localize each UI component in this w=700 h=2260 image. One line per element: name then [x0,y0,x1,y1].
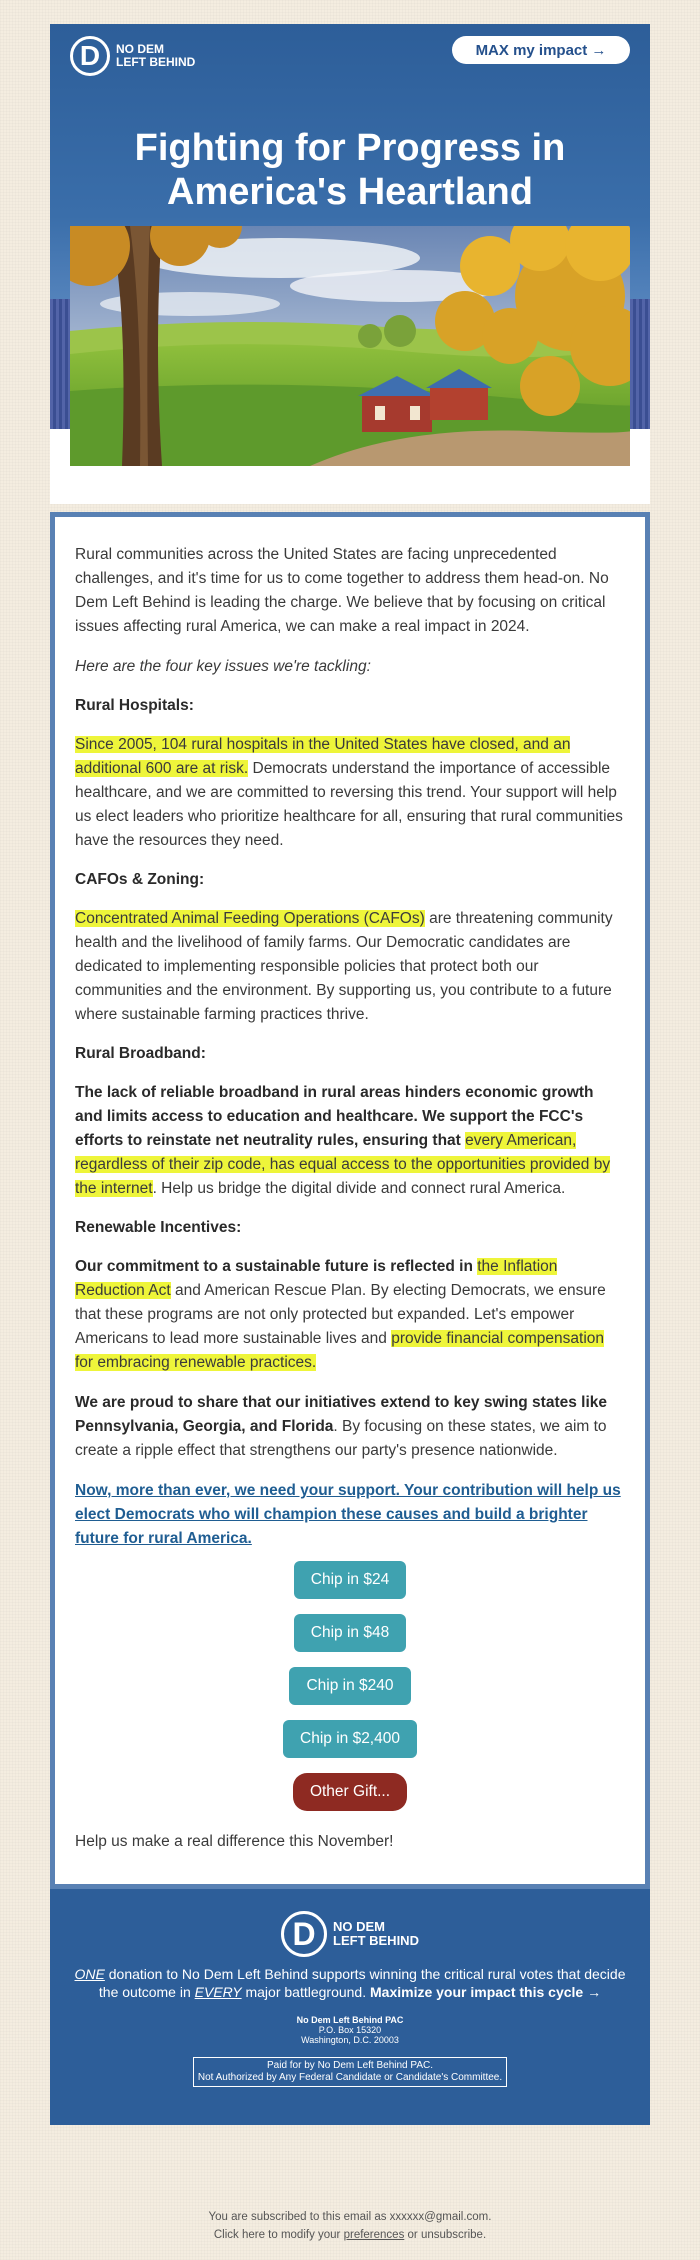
intro-paragraph: Rural communities across the United States are facing unprecedented challenges, and it's time for us to come together to address them head-on. No Dem Left Behind is leading the charge. We believe that by focusing on critical issues affecting rural America, we can make a real impact in 2024. [75,546,609,635]
renewable-highlight-2: provide financial compensation for embracing renewable practices. [75,1330,605,1371]
footer-logo-text [333,1920,419,1948]
broadband-bold: The lack of reliable broadband in rural areas hinders economic growth and limits access to education and healthcare. We support the FCC's efforts to reinstate net neutrality rules, ensuring that [75,1084,594,1149]
swing-states-paragraph [75,1391,625,1463]
footer-logo-line-1: NO DEM [333,1919,386,1934]
renewable-bold: Our commitment to a sustainable future is reflected in [75,1258,478,1275]
subscription-email-line: You are subscribed to this email as xxxxxx@gmail.com. [208,2211,492,2223]
footer-every: EVERY [194,1984,242,2000]
unsubscribe-text[interactable]: or unsubscribe. [404,2229,487,2241]
logo-line-2: LEFT BEHIND [116,55,196,69]
header-banner [50,24,650,504]
email-container [50,24,650,2125]
subscription-notice [0,2208,700,2244]
chip-in-2400-button[interactable]: Chip in $2,400 [283,1720,417,1758]
footer [50,1889,650,2125]
headline-line-2: America's Heartland [167,171,533,213]
footer-address [70,2015,630,2045]
footer-logo-line-2: LEFT BEHIND [333,1933,419,1948]
footer-message[interactable] [70,1965,630,2001]
paid-line-1: Paid for by No Dem Left Behind PAC. [266,2060,433,2071]
other-gift-button[interactable]: Other Gift... [293,1773,407,1811]
paid-for-disclaimer [193,2057,507,2087]
hospitals-highlight: Since 2005, 104 rural hospitals in the United States have closed, and an additional 600 are at risk. [75,736,571,777]
support-cta-link[interactable]: Now, more than ever, we need your support. Your contribution will help us elect Democrats who will champion these causes and build a brighter future for rural America. [75,1482,621,1547]
renewable-text: and American Rescue Plan. By electing Democrats, we ensure that these programs are not only protected but expanded. Let's empower Americans to lead more sustainable lives and [75,1282,606,1347]
hospitals-paragraph [75,733,625,853]
chip-in-48-button[interactable]: Chip in $48 [294,1614,406,1652]
renewable-highlight-1: the Inflation Reduction Act [75,1258,558,1299]
modify-text: Click here to modify your [213,2229,344,2241]
heading-renewable: Renewable Incentives: [75,1219,242,1236]
footer-text-2: major battleground. [241,1984,370,2000]
footer-maximize-link[interactable]: Maximize your impact this cycle → [370,1984,602,2000]
cafos-text: are threatening community health and the livelihood of family farms. Our Democratic candidates are dedicated to implementing responsible policies that protect both our communities and the environment. By supporting us, you contribute to a future where sustainable farming practices thrive. [75,910,613,1023]
preferences-link[interactable]: preferences [343,2229,405,2241]
footer-pac-name: No Dem Left Behind PAC [296,2015,404,2025]
broadband-paragraph [75,1081,625,1201]
max-impact-button[interactable]: MAX my impact → [452,36,630,64]
footer-logo-d-icon: D [281,1911,327,1957]
hospitals-text: Democrats understand the importance of accessible healthcare, and we are committed to reversing this trend. Your support will help us elect leaders who prioritize healthcare for all, ensuring that rural communities have the resources they need. [75,760,623,849]
brand-logo[interactable] [70,36,195,76]
renewable-paragraph [75,1255,625,1375]
decor-stripe-right [630,299,650,429]
footer-city: Washington, D.C. 20003 [301,2035,399,2045]
swing-bold: We are proud to share that our initiatives extend to key swing states like Pennsylvania, Georgia, and Florida [75,1394,608,1435]
donation-buttons [75,1561,625,1826]
footer-logo[interactable] [281,1911,419,1957]
footer-one: ONE [74,1966,105,1982]
message-card [50,512,650,1889]
heading-broadband: Rural Broadband: [75,1045,206,1062]
cafos-paragraph [75,907,625,1027]
cafos-highlight: Concentrated Animal Feeding Operations (CAFOs) [75,910,425,927]
footer-text-1: donation to No Dem Left Behind supports winning the critical rural votes that decide the outcome in [98,1966,626,2000]
heading-cafos: CAFOs & Zoning: [75,871,205,888]
broadband-highlight: every American, regardless of their zip code, has equal access to the opportunities provided by the internet [75,1132,611,1197]
footer-po-box: P.O. Box 15320 [318,2025,382,2035]
headline [50,126,650,214]
broadband-text: . Help us bridge the digital divide and connect rural America. [152,1180,566,1197]
subscription-modify-line [0,2226,700,2244]
headline-line-1: Fighting for Progress in [134,127,566,169]
swing-text: . By focusing on these states, we aim to create a ripple effect that strengthens our party's presence nationwide. [75,1418,607,1459]
chip-in-240-button[interactable]: Chip in $240 [289,1667,410,1705]
chip-in-24-button[interactable]: Chip in $24 [294,1561,406,1599]
logo-text [116,43,195,69]
rural-farm-hero-image[interactable] [70,226,630,466]
paid-line-2: Not Authorized by Any Federal Candidate or Candidate's Committee. [197,2072,503,2083]
logo-d-icon: D [70,36,110,76]
decor-stripe-left [50,299,70,429]
logo-line-1: NO DEM [116,42,164,56]
issues-intro: Here are the four key issues we're tackling: [75,658,371,675]
closing-line: Help us make a real difference this November! [75,1833,394,1850]
heading-rural-hospitals: Rural Hospitals: [75,697,194,714]
